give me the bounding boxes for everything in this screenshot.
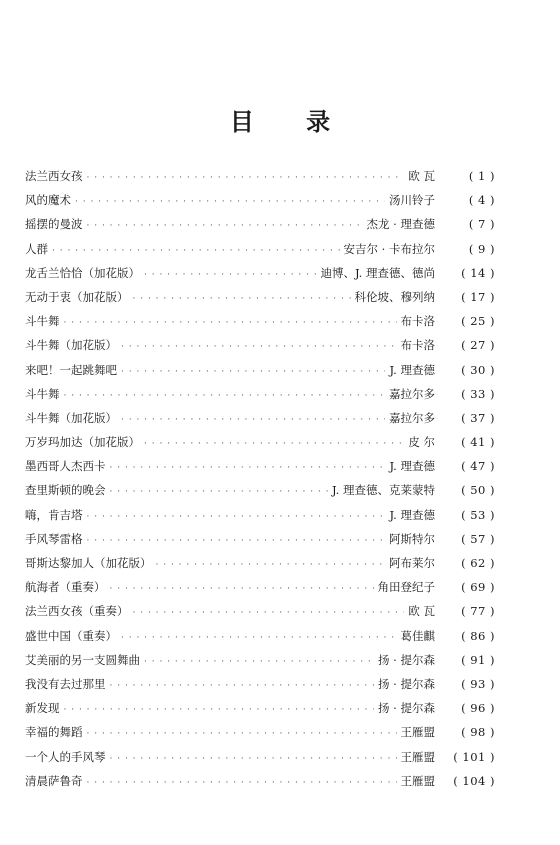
toc-entry (25, 724, 495, 748)
toc-entry (25, 265, 495, 289)
entry-page: ( 86 ) (461, 628, 495, 643)
toc-entry (25, 676, 495, 700)
entry-title: 艾美丽的另一支圆舞曲 (25, 652, 140, 667)
toc-entry (25, 458, 495, 482)
entry-page: ( 33 ) (461, 386, 495, 401)
entry-author: 王雁盟 (400, 749, 435, 764)
toc-entry (25, 531, 495, 555)
entry-title: 摇摆的曼波 (25, 217, 83, 232)
leader-dots (110, 487, 328, 497)
entry-page: ( 25 ) (461, 314, 495, 329)
entry-title: 新发现 (25, 701, 60, 716)
entry-author: 科伦坡、穆列纳 (354, 289, 435, 304)
entry-page: ( 98 ) (461, 725, 495, 740)
entry-title: 斗牛舞 (25, 386, 60, 401)
entry-author: 欧 瓦 (408, 169, 435, 183)
toc-entry (25, 749, 495, 773)
entry-page: ( 50 ) (461, 483, 495, 498)
entry-page: ( 7 ) (468, 217, 495, 232)
leader-dots (110, 584, 374, 594)
entry-title: 盛世中国（重奏） (25, 628, 117, 643)
entry-author: 皮 尔 (408, 435, 435, 450)
toc-entry (25, 628, 495, 652)
toc-entry (25, 555, 495, 579)
toc-entry (25, 192, 495, 216)
entry-author: 布卡洛 (400, 314, 435, 329)
entry-title: 墨西哥人杰西卡 (25, 459, 106, 474)
entry-title: 查里斯顿的晚会 (25, 483, 106, 498)
toc-entry (25, 313, 495, 337)
entry-page: ( 53 ) (461, 507, 495, 522)
toc-entry (25, 410, 495, 434)
leader-dots (121, 342, 397, 352)
entry-title: 哥斯达黎加人（加花版） (25, 556, 152, 570)
entry-page: ( 30 ) (461, 362, 495, 377)
toc-entry (25, 773, 495, 797)
entry-title: 万岁玛加达（加花版） (25, 435, 140, 450)
toc-entry (25, 241, 495, 265)
toc-entry (25, 168, 495, 192)
leader-dots (133, 608, 405, 618)
leader-dots (87, 512, 386, 522)
entry-page: ( 62 ) (461, 556, 495, 570)
entry-author: 汤川铃子 (389, 193, 435, 208)
entry-author: J. 理查德 (389, 459, 435, 474)
leader-dots (110, 754, 397, 764)
leader-dots (121, 415, 385, 425)
entry-author: 阿布莱尔 (389, 556, 435, 570)
entry-title: 嗨，肯吉塔 (25, 507, 83, 522)
entry-author: 迪博、J. 理查德、德尚 (320, 265, 435, 280)
entry-title: 斗牛舞（加花版） (25, 410, 117, 425)
entry-title: 法兰西女孩 (25, 169, 83, 183)
entry-author: 王雁盟 (400, 773, 435, 788)
entry-title: 来吧！一起跳舞吧 (25, 362, 117, 377)
entry-author: 嘉拉尔多 (389, 386, 435, 401)
entry-title: 人群 (25, 241, 48, 256)
leader-dots (144, 439, 404, 449)
toc-entry (25, 362, 495, 386)
toc-entry (25, 434, 495, 458)
entry-author: 扬 · 提尔森 (378, 676, 435, 691)
leader-dots (87, 536, 386, 546)
entry-title: 龙舌兰恰恰（加花版） (25, 265, 140, 280)
entry-title: 法兰西女孩（重奏） (25, 604, 129, 619)
entry-author: 杰龙 · 理查德 (366, 217, 435, 232)
toc-entry (25, 289, 495, 313)
leader-dots (144, 657, 374, 667)
entry-page: ( 69 ) (461, 580, 495, 595)
entry-page: ( 47 ) (461, 459, 495, 474)
entry-title: 清晨萨鲁奇 (25, 773, 83, 788)
leader-dots (87, 778, 397, 788)
leader-dots (87, 221, 363, 231)
toc-entry (25, 216, 495, 240)
entry-title: 手风琴雷格 (25, 531, 83, 546)
entry-title: 斗牛舞（加花版） (25, 338, 117, 353)
toc-entry (25, 652, 495, 676)
leader-dots (64, 705, 375, 715)
entry-author: 嘉拉尔多 (389, 410, 435, 425)
entry-author: 安吉尔 · 卡布拉尔 (343, 241, 435, 256)
entry-author: J. 理查德 (389, 362, 435, 377)
entry-page: ( 1 ) (468, 169, 495, 183)
entry-page: ( 27 ) (461, 338, 495, 353)
entry-author: 阿斯特尔 (389, 531, 435, 546)
entry-title: 我没有去过那里 (25, 676, 106, 691)
toc-entry (25, 386, 495, 410)
leader-dots (64, 318, 397, 328)
leader-dots (121, 633, 397, 643)
entry-title: 一个人的手风琴 (25, 749, 106, 764)
entry-author: J. 理查德、克莱蒙特 (331, 483, 435, 498)
leader-dots (75, 197, 385, 207)
entry-page: ( 4 ) (468, 193, 495, 208)
leader-dots (110, 463, 386, 473)
entry-author: 葛佳麒 (400, 628, 435, 643)
leader-dots (87, 729, 397, 739)
entry-title: 幸福的舞蹈 (25, 725, 83, 740)
entry-author: 布卡洛 (400, 338, 435, 353)
leader-dots (110, 681, 375, 691)
leader-dots (144, 270, 316, 280)
toc-entry (25, 337, 495, 361)
entry-page: ( 41 ) (461, 435, 495, 450)
leader-dots (121, 367, 385, 377)
page-title: 目 录 (229, 108, 353, 136)
entry-page: ( 37 ) (461, 410, 495, 425)
entry-page: ( 96 ) (461, 701, 495, 716)
entry-title: 斗牛舞 (25, 314, 60, 329)
entry-author: J. 理查德 (389, 507, 435, 522)
leader-dots (87, 173, 405, 183)
entry-author: 王雁盟 (400, 725, 435, 740)
table-of-contents (25, 168, 495, 797)
leader-dots (64, 391, 386, 401)
toc-entry (25, 482, 495, 506)
entry-author: 角田登纪子 (377, 580, 435, 595)
entry-author: 扬 · 提尔森 (378, 701, 435, 716)
entry-page: ( 77 ) (461, 604, 495, 619)
entry-title: 航海者（重奏） (25, 580, 106, 595)
entry-page: ( 101 ) (453, 749, 495, 764)
toc-entry (25, 700, 495, 724)
leader-dots (52, 246, 340, 256)
entry-title: 风的魔术 (25, 193, 71, 208)
entry-page: ( 14 ) (461, 265, 495, 280)
entry-title: 无动于衷（加花版） (25, 289, 129, 304)
leader-dots (133, 294, 351, 304)
leader-dots (156, 560, 386, 570)
entry-author: 扬 · 提尔森 (378, 652, 435, 667)
toc-entry (25, 507, 495, 531)
entry-page: ( 93 ) (461, 676, 495, 691)
toc-entry (25, 579, 495, 603)
entry-page: ( 57 ) (461, 531, 495, 546)
entry-page: ( 91 ) (461, 652, 495, 667)
entry-author: 欧 瓦 (408, 604, 435, 619)
entry-page: ( 104 ) (453, 773, 495, 788)
entry-page: ( 17 ) (461, 289, 495, 304)
toc-entry (25, 603, 495, 627)
entry-page: ( 9 ) (468, 241, 495, 256)
